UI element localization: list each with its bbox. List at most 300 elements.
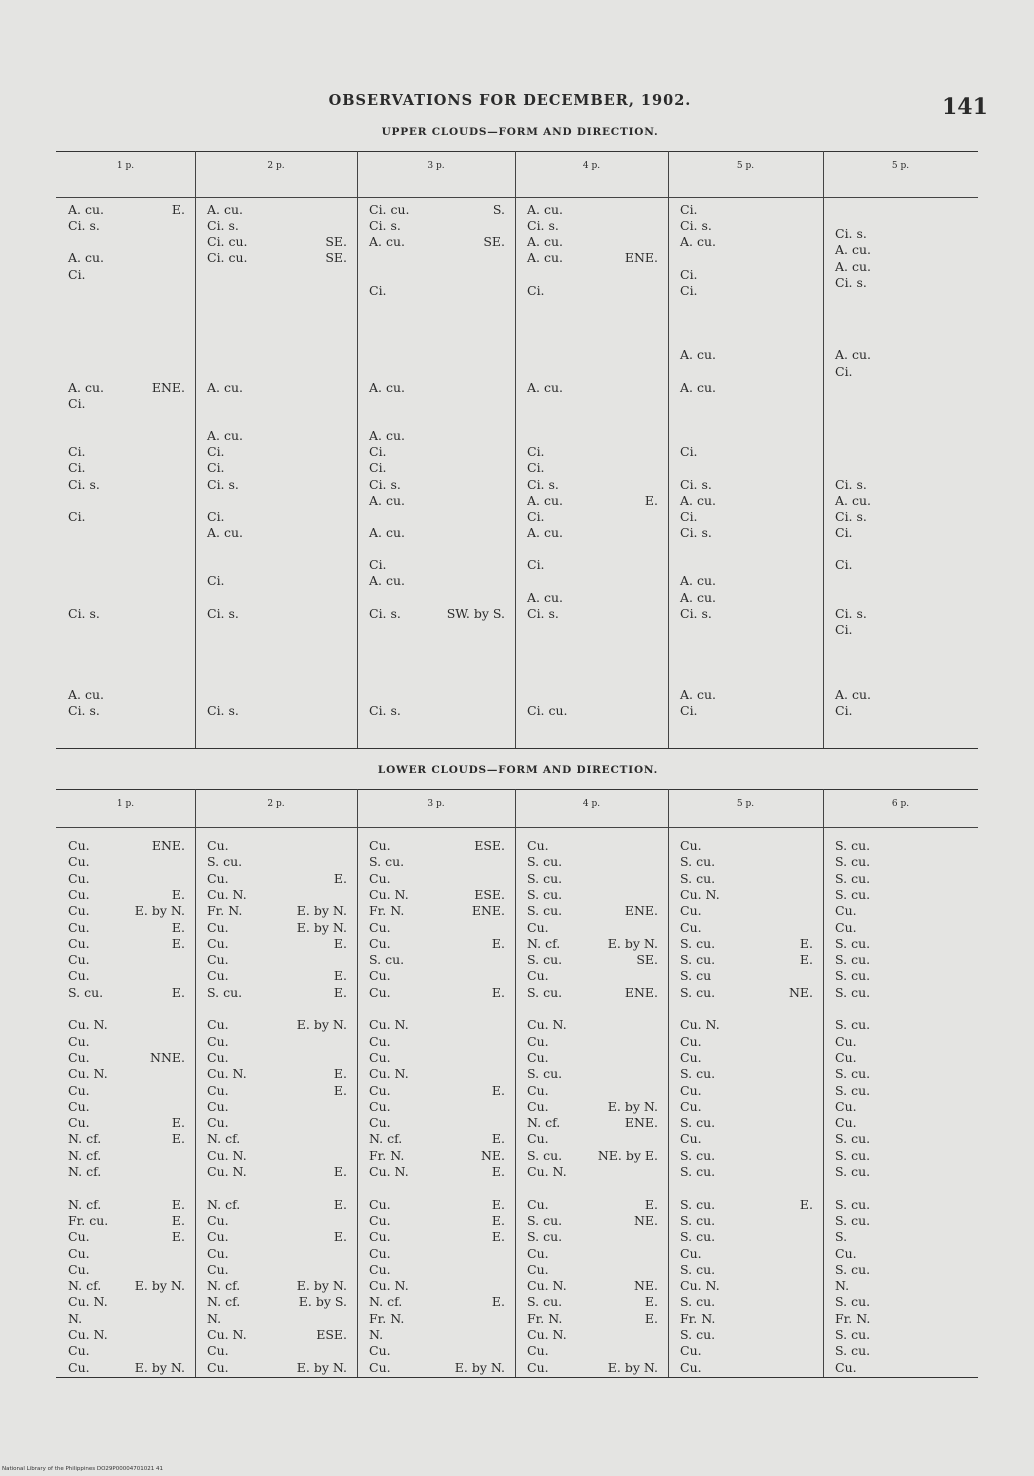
cloud-form: Ci. s. [207,476,239,492]
cloud-form: Cu. [369,1049,391,1065]
cloud-form: Ci. [835,557,853,573]
cloud-observation [680,1327,813,1343]
cloud-form: Cu. [207,1359,229,1375]
cloud-observation [527,557,658,573]
column-header: 5 p. [736,161,755,171]
cloud-form: A. cu. [369,234,405,250]
table-bottom-rule [56,748,978,749]
cloud-form: Cu. N. [369,1164,409,1179]
column-header: 3 p. [427,799,445,809]
cloud-form: Fr. N. [680,1310,716,1326]
cloud-observation [835,903,968,919]
cloud-form: Cu. [527,1033,549,1049]
cloud-form: S. cu. [680,1164,716,1179]
cloud-observation [835,838,968,854]
cloud-observation [835,1343,968,1359]
cloud-observation [369,1327,505,1343]
cloud-observation [527,936,658,952]
cloud-form: Ci. [68,508,86,524]
cloud-observation [207,606,347,622]
cloud-observation [835,1311,968,1327]
cloud-form: Cu. [835,1033,857,1049]
cloud-observation [680,871,813,887]
cloud-form: Cu. [207,1098,229,1114]
cloud-observation [207,1034,347,1050]
cloud-direction: E. [333,1229,347,1245]
cloud-observation [680,202,813,218]
cloud-observation [68,267,185,283]
cloud-form: Cu. N. [527,1327,567,1342]
cloud-form: Cu. [680,919,702,935]
cloud-form: Fr. cu. [68,1212,109,1228]
cloud-form: S. cu. [680,1212,716,1228]
cloud-observation [527,1278,658,1294]
cloud-observation [369,460,505,476]
column-divider [195,789,196,1377]
cloud-direction: SE. [325,234,347,250]
cloud-observation [527,1246,658,1262]
cloud-observation [680,525,813,541]
cloud-form: Fr. N. [207,903,243,919]
cloud-form: S. cu. [835,870,871,886]
cloud-observation [369,1164,505,1180]
cloud-observation [369,1115,505,1131]
cloud-observation [680,1148,813,1164]
cloud-form: Ci. [527,444,545,460]
cloud-form: Cu. [369,870,391,886]
cloud-form: S. cu. [680,870,716,886]
cloud-observation [527,590,658,606]
cloud-observation [527,1131,658,1147]
cloud-observation [527,903,658,919]
cloud-direction: SW. by S. [446,605,505,621]
cloud-form: Ci. cu. [369,202,410,217]
cloud-observation [68,477,185,493]
cloud-observation [527,1327,658,1343]
cloud-form: A. cu. [369,379,405,395]
cloud-form: S. [835,1229,848,1245]
cloud-observation [835,1050,968,1066]
cloud-observation [527,887,658,903]
cloud-observation [207,936,347,952]
cloud-observation [527,493,658,509]
cloud-observation [680,854,813,870]
cloud-observation [68,1083,185,1099]
cloud-observation [527,250,658,266]
cloud-observation [835,1327,968,1343]
cloud-direction: E. [333,1196,347,1212]
cloud-observation [527,1197,658,1213]
upper-clouds-title: UPPER CLOUDS—FORM AND DIRECTION. [381,126,659,138]
table-bottom-rule [56,1377,978,1378]
cloud-observation [835,477,968,493]
cloud-observation [835,364,968,380]
cloud-form: Cu. [835,1359,857,1375]
cloud-form: Ci. [527,460,545,476]
cloud-observation [369,557,505,573]
cloud-form: N. cf. [207,1196,241,1212]
cloud-form: A. cu. [207,202,243,217]
cloud-observation [527,1034,658,1050]
cloud-observation [369,854,505,870]
cloud-direction: E. [491,1131,505,1147]
cloud-observation [68,854,185,870]
cloud-observation [68,903,185,919]
cloud-observation [835,854,968,870]
column-header: 2 p. [267,799,285,809]
cloud-direction: E. [491,1212,505,1228]
cloud-observation [369,1148,505,1164]
cloud-form: N. cf. [68,1131,102,1147]
cloud-direction: ESE. [474,886,505,902]
cloud-observation [68,1131,185,1147]
cloud-form: N. cf. [68,1196,102,1212]
cloud-observation [835,1148,968,1164]
cloud-observation [680,1197,813,1213]
cloud-observation [207,1017,347,1033]
cloud-form: Ci. s. [369,218,401,234]
cloud-form: Ci. s. [68,476,100,492]
cloud-observation [369,234,505,250]
cloud-direction: E. [333,1066,347,1082]
cloud-form: S. cu. [527,903,563,919]
cloud-form: Ci. s. [527,605,559,621]
cloud-observation [835,1197,968,1213]
cloud-form: S. cu. [680,952,716,968]
cloud-direction: S. [492,202,505,217]
column-header: 5 p. [891,161,910,171]
cloud-form: Fr. N. [527,1310,563,1326]
cloud-observation [207,985,347,1001]
cloud-direction: E. [171,1131,185,1147]
cloud-observation [835,1278,968,1294]
cloud-form: S. cu. [835,1212,871,1228]
cloud-form: A. cu. [680,347,716,363]
cloud-observation [527,838,658,854]
cloud-direction: ENE. [624,250,658,266]
cloud-form: Ci. s. [680,476,712,492]
cloud-direction: NNE. [150,1049,185,1065]
cloud-observation [369,202,505,218]
cloud-form: Cu. N. [68,1017,108,1033]
cloud-form: A. cu. [680,492,716,508]
cloud-observation [68,202,185,218]
cloud-form: Cu. [207,1082,229,1098]
cloud-form: Cu. [680,1343,702,1359]
cloud-observation [835,1083,968,1099]
cloud-observation [527,283,658,299]
cloud-direction: ENE. [624,984,658,1000]
cloud-direction: E. by N. [296,1278,347,1294]
cloud-form: A. cu. [527,234,563,250]
cloud-form: A. cu. [68,250,104,266]
cloud-form: A. cu. [680,573,716,589]
cloud-direction: E. [644,1294,658,1310]
cloud-direction: E. [171,935,185,951]
cloud-direction: E. [491,935,505,951]
cloud-observation [680,1213,813,1229]
cloud-direction: E. [799,952,813,968]
column-header: 5 p. [736,799,755,809]
cloud-direction: E. [171,1212,185,1228]
cloud-observation [68,1197,185,1213]
cloud-form: Ci. [680,508,698,524]
cloud-form: Ci. [207,460,225,476]
cloud-observation [369,428,505,444]
cloud-direction: E. [333,935,347,951]
cloud-form: S. cu. [835,968,871,984]
cloud-direction: E. [799,935,813,951]
cloud-form: N. [369,1327,384,1342]
cloud-form: Cu. N. [369,1017,409,1033]
cloud-form: Ci. cu. [207,234,248,250]
cloud-observation [207,477,347,493]
cloud-form: A. cu. [207,525,243,540]
cloud-direction: NE. [480,1147,505,1163]
cloud-observation [835,493,968,509]
cloud-form: N. cf. [527,1115,561,1131]
cloud-form: Cu. [207,919,229,935]
cloud-observation [68,1229,185,1245]
cloud-form: Cu. [68,1343,90,1359]
cloud-observation [68,936,185,952]
cloud-observation [835,1360,968,1376]
cloud-observation [68,1034,185,1050]
cloud-observation [527,380,658,396]
cloud-observation [680,267,813,283]
cloud-form: Cu. [680,1131,702,1147]
cloud-direction: E. [333,968,347,984]
cloud-form: Cu. [68,968,90,984]
cloud-observation [680,1294,813,1310]
cloud-form: A. cu. [680,234,716,250]
cloud-observation [369,1278,505,1294]
cloud-form: Cu. [68,838,90,853]
cloud-observation [527,1099,658,1115]
cloud-observation [207,838,347,854]
cloud-observation [369,1229,505,1245]
cloud-observation [369,493,505,509]
cloud-observation [835,887,968,903]
cloud-observation [835,871,968,887]
cloud-form: S. cu. [835,854,871,870]
cloud-observation [207,1360,347,1376]
cloud-observation [68,509,185,525]
cloud-observation [68,606,185,622]
column-divider [668,151,669,748]
cloud-observation [835,509,968,525]
cloud-direction: E. [171,984,185,1000]
cloud-form: Cu. [369,1098,391,1114]
column-header: 4 p. [582,799,601,809]
cloud-observation [680,234,813,250]
cloud-form: Cu. [527,1343,549,1359]
cloud-observation [207,1262,347,1278]
cloud-form: Ci. cu. [207,250,248,266]
cloud-form: A. cu. [680,589,716,605]
cloud-observation [680,1262,813,1278]
cloud-form: Ci. [835,621,853,637]
cloud-form: S. cu. [835,1327,871,1342]
cloud-form: Cu. [680,1033,702,1049]
cloud-observation [835,1246,968,1262]
cloud-observation [369,1311,505,1327]
cloud-form: S. cu. [680,1066,716,1082]
cloud-form: Ci. s. [835,605,867,621]
cloud-observation [527,1083,658,1099]
cloud-form: Cu. [680,1098,702,1114]
cloud-direction: E. [171,1115,185,1131]
cloud-observation [835,1066,968,1082]
cloud-observation [207,250,347,266]
cloud-observation [369,283,505,299]
cloud-form: A. cu. [527,379,563,395]
cloud-observation [369,573,505,589]
cloud-form: A. cu. [527,589,563,605]
cloud-form: Fr. N. [835,1310,871,1326]
cloud-observation [680,1229,813,1245]
cloud-direction: E. by N. [454,1359,505,1375]
cloud-observation [207,968,347,984]
cloud-observation [527,854,658,870]
cloud-direction: E. [171,1229,185,1245]
cloud-form: Cu. [207,968,229,984]
cloud-form: A. cu. [369,428,405,444]
cloud-form: Ci. [68,395,86,411]
cloud-form: S. cu. [680,1261,716,1277]
cloud-form: Ci. [68,444,86,460]
cloud-observation [527,1050,658,1066]
cloud-form: Ci. [680,702,698,718]
cloud-form: A. cu. [369,492,405,508]
cloud-observation [369,703,505,719]
cloud-observation [835,242,968,258]
cloud-observation [680,477,813,493]
cloud-form: Ci. [369,282,387,298]
cloud-observation [369,380,505,396]
cloud-direction: E. [491,1229,505,1245]
cloud-direction: ENE. [151,838,185,853]
cloud-observation [680,838,813,854]
cloud-observation [207,380,347,396]
cloud-observation [527,1229,658,1245]
cloud-observation [527,1311,658,1327]
cloud-observation [680,985,813,1001]
cloud-form: S. cu. [835,984,871,1000]
cloud-observation [369,936,505,952]
cloud-form: Fr. N. [369,1310,405,1326]
cloud-form: S. cu. [527,1147,563,1163]
cloud-observation [527,871,658,887]
cloud-observation [680,1164,813,1180]
cloud-form: Ci. [207,573,225,589]
cloud-observation [207,871,347,887]
cloud-direction: E. by N. [607,935,658,951]
cloud-observation [680,1066,813,1082]
cloud-form: Cu. [369,1115,391,1131]
cloud-direction: SE. [325,250,347,266]
cloud-form: A. cu. [68,379,104,395]
cloud-observation [527,952,658,968]
cloud-form: Cu. [527,1082,549,1098]
cloud-observation [68,1311,185,1327]
cloud-observation [207,887,347,903]
cloud-form: Cu. [527,838,549,853]
cloud-form: Ci. [680,444,698,460]
cloud-observation [680,1017,813,1033]
cloud-form: Cu. [527,1098,549,1114]
cloud-observation [680,573,813,589]
cloud-observation [207,920,347,936]
cloud-form: S. cu. [680,1115,716,1131]
cloud-form: Cu. [680,1082,702,1098]
cloud-direction: E. [333,1082,347,1098]
cloud-observation [369,444,505,460]
cloud-form: S. cu. [527,870,563,886]
cloud-observation [680,952,813,968]
cloud-form: Ci. [680,266,698,282]
cloud-form: S. cu. [527,1294,563,1310]
cloud-form: S. cu. [527,854,563,870]
cloud-form: N. cf. [369,1131,403,1147]
cloud-observation [527,444,658,460]
cloud-form: A. cu. [68,202,104,217]
cloud-observation [68,1278,185,1294]
cloud-direction: E. [333,1164,347,1179]
cloud-observation [527,1213,658,1229]
cloud-form: Cu. [835,1049,857,1065]
cloud-form: Cu. N. [68,1327,108,1342]
cloud-observation [835,1034,968,1050]
cloud-form: Ci. [68,460,86,476]
cloud-observation [68,1294,185,1310]
cloud-form: A. cu. [527,492,563,508]
cloud-form: A. cu. [835,242,871,258]
cloud-observation [527,460,658,476]
cloud-form: A. cu. [369,573,405,589]
column-divider [357,789,358,1377]
cloud-form: Cu. [207,838,229,853]
cloud-form: A. cu. [369,525,405,540]
cloud-form: Ci. [369,460,387,476]
cloud-observation [207,1083,347,1099]
cloud-observation [680,283,813,299]
cloud-direction: SE. [636,952,658,968]
cloud-form: Cu. [68,1115,90,1131]
cloud-observation [68,1099,185,1115]
cloud-direction: NE. [788,984,813,1000]
cloud-form: A. cu. [207,379,243,395]
cloud-observation [68,871,185,887]
cloud-form: Cu. [68,952,90,968]
cloud-form: S. cu. [369,952,405,968]
cloud-form: N. cf. [207,1131,241,1147]
cloud-observation [527,1164,658,1180]
cloud-observation [207,1343,347,1359]
cloud-form: Cu. [835,903,857,919]
cloud-form: A. cu. [207,428,243,444]
cloud-observation [835,1213,968,1229]
cloud-form: Cu. [527,1196,549,1212]
cloud-observation [835,606,968,622]
cloud-observation [369,968,505,984]
cloud-form: Ci. [207,444,225,460]
cloud-form: Cu. [835,919,857,935]
cloud-form: Cu. [68,886,90,902]
cloud-form: Cu. N. [369,886,409,902]
cloud-form: Cu. [207,935,229,951]
cloud-direction: ENE. [471,903,505,919]
